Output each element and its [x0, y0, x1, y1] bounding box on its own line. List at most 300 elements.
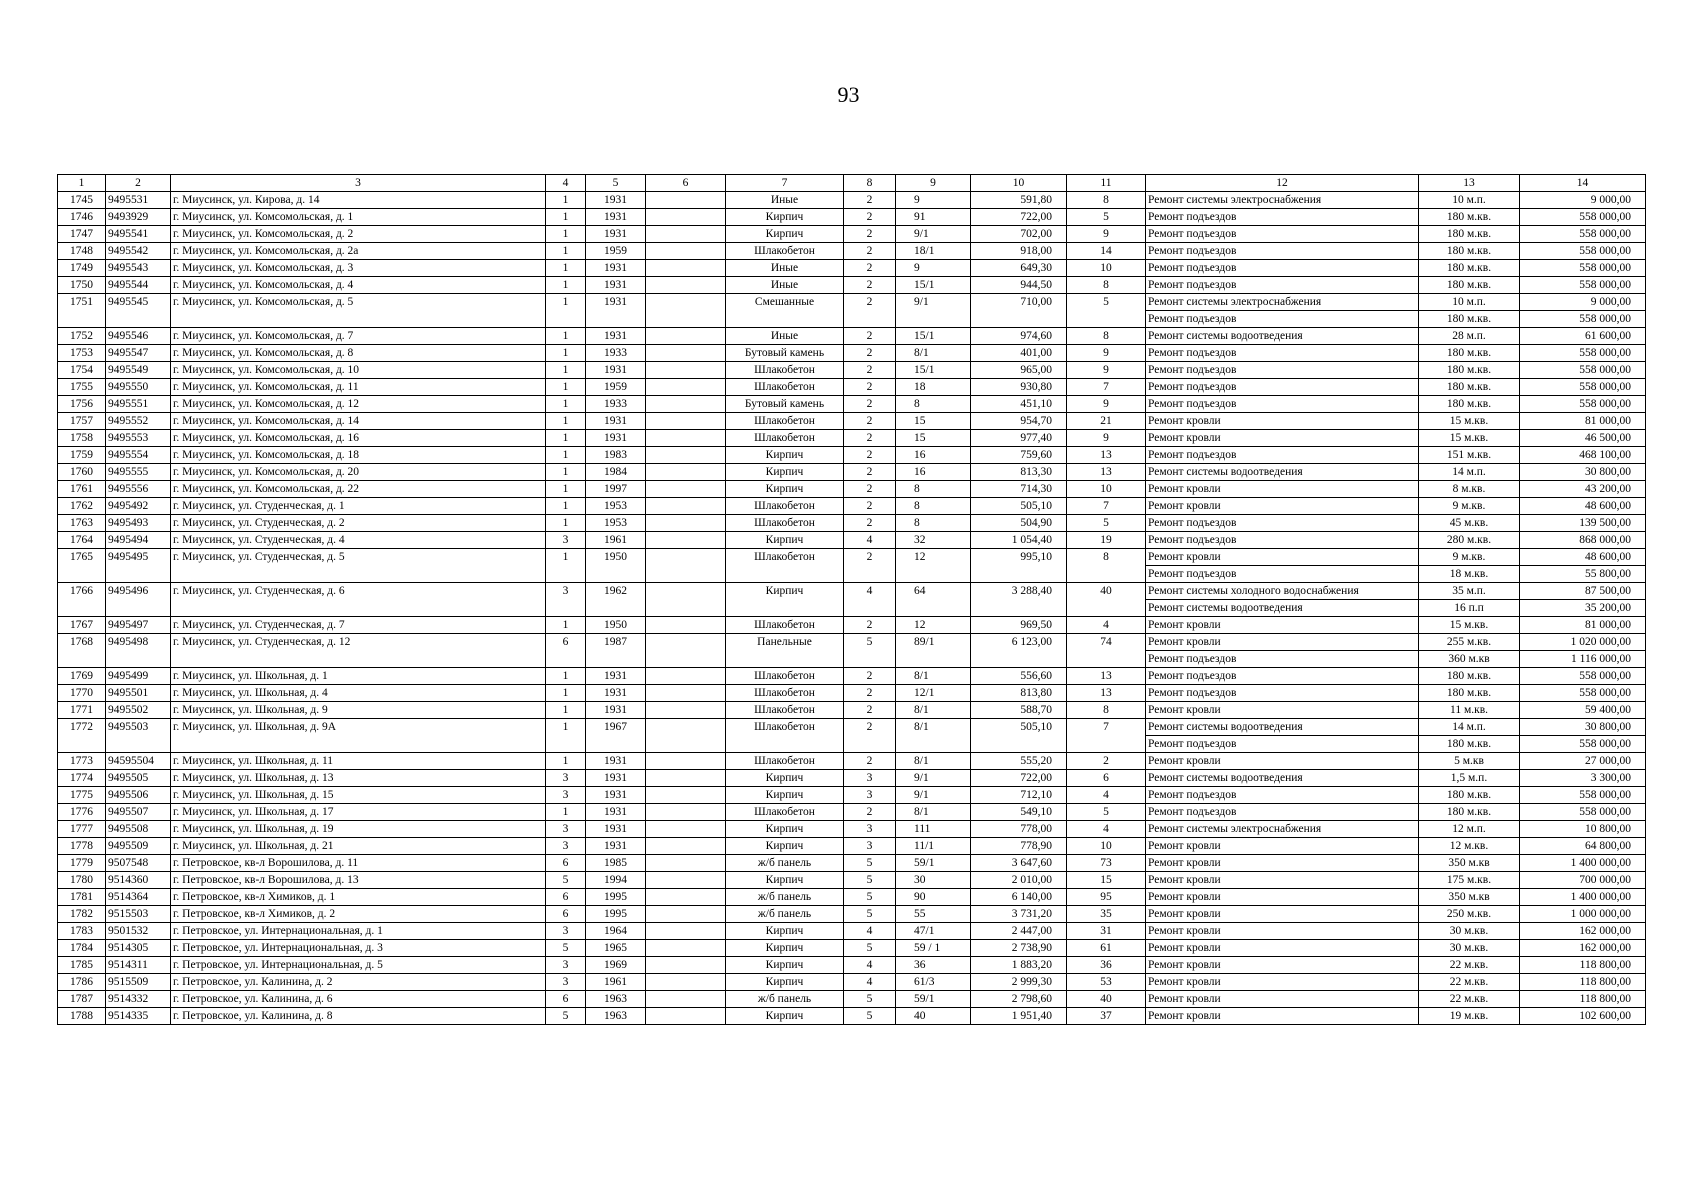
- area-cell: 722,00: [971, 770, 1067, 787]
- floors-cell: [844, 736, 896, 753]
- col4-cell: 1: [546, 430, 586, 447]
- floors-cell: 2: [844, 617, 896, 634]
- quantity-cell: 15 м.кв.: [1419, 617, 1520, 634]
- area-cell: [971, 651, 1067, 668]
- col11-cell: 61: [1067, 940, 1146, 957]
- floors-cell: 2: [844, 668, 896, 685]
- table-row: [58, 243, 1646, 260]
- table-row: [58, 787, 1646, 804]
- building-code-cell: 9495492: [106, 498, 171, 515]
- works-cell: Ремонт подъездов: [1146, 736, 1419, 753]
- year-cell: 1962: [586, 583, 646, 600]
- floors-cell: 2: [844, 328, 896, 345]
- works-cell: Ремонт кровли: [1146, 481, 1419, 498]
- cost-cell: 558 000,00: [1520, 379, 1646, 396]
- floors-cell: 2: [844, 226, 896, 243]
- cost-cell: 64 800,00: [1520, 838, 1646, 855]
- row-number-cell: 1746: [58, 209, 106, 226]
- quantity-cell: 180 м.кв.: [1419, 345, 1520, 362]
- quantity-cell: 22 м.кв.: [1419, 991, 1520, 1008]
- cost-cell: 27 000,00: [1520, 753, 1646, 770]
- col9-cell: 15/1: [896, 362, 971, 379]
- works-cell: Ремонт кровли: [1146, 974, 1419, 991]
- wall-material-cell: [726, 736, 844, 753]
- works-cell: Ремонт подъездов: [1146, 668, 1419, 685]
- cost-cell: 10 800,00: [1520, 821, 1646, 838]
- table-row: [58, 991, 1646, 1008]
- quantity-cell: 180 м.кв.: [1419, 226, 1520, 243]
- year-cell: 1931: [586, 277, 646, 294]
- table-body: [58, 192, 1646, 1025]
- table-row: [58, 345, 1646, 362]
- area-cell: 505,10: [971, 498, 1067, 515]
- cost-cell: 1 400 000,00: [1520, 889, 1646, 906]
- table-row: [58, 379, 1646, 396]
- col4-cell: 1: [546, 753, 586, 770]
- building-code-cell: 9495497: [106, 617, 171, 634]
- floors-cell: 4: [844, 583, 896, 600]
- wall-material-cell: Шлакобетон: [726, 362, 844, 379]
- wall-material-cell: ж/б панель: [726, 889, 844, 906]
- area-cell: 954,70: [971, 413, 1067, 430]
- table-row: [58, 583, 1646, 600]
- building-code-cell: 9495549: [106, 362, 171, 379]
- year-cell: 1985: [586, 855, 646, 872]
- row-number-cell: 1775: [58, 787, 106, 804]
- quantity-cell: 180 м.кв.: [1419, 243, 1520, 260]
- col4-cell: 1: [546, 447, 586, 464]
- address-cell: г. Миусинск, ул. Студенческая, д. 4: [171, 532, 546, 549]
- quantity-cell: 45 м.кв.: [1419, 515, 1520, 532]
- floors-cell: 2: [844, 345, 896, 362]
- column-header: 2: [106, 175, 171, 192]
- area-cell: 2 798,60: [971, 991, 1067, 1008]
- address-cell: г. Петровское, ул. Интернациональная, д. 3: [171, 940, 546, 957]
- table-row: [58, 617, 1646, 634]
- cost-cell: 558 000,00: [1520, 345, 1646, 362]
- table-row: [58, 957, 1646, 974]
- building-code-cell: 9495531: [106, 192, 171, 209]
- table-row: [58, 226, 1646, 243]
- building-code-cell: 9495551: [106, 396, 171, 413]
- cost-cell: 59 400,00: [1520, 702, 1646, 719]
- area-cell: 3 647,60: [971, 855, 1067, 872]
- col6-cell: [646, 1008, 726, 1025]
- col4-cell: [546, 651, 586, 668]
- col11-cell: 7: [1067, 379, 1146, 396]
- year-cell: [586, 566, 646, 583]
- works-cell: Ремонт кровли: [1146, 889, 1419, 906]
- col9-cell: 11/1: [896, 838, 971, 855]
- address-cell: г. Петровское, ул. Интернациональная, д. 5: [171, 957, 546, 974]
- works-cell: Ремонт системы водоотведения: [1146, 719, 1419, 736]
- cost-cell: 162 000,00: [1520, 940, 1646, 957]
- area-cell: 759,60: [971, 447, 1067, 464]
- cost-cell: 9 000,00: [1520, 192, 1646, 209]
- col6-cell: [646, 923, 726, 940]
- address-cell: г. Миусинск, ул. Студенческая, д. 1: [171, 498, 546, 515]
- row-number-cell: 1770: [58, 685, 106, 702]
- col6-cell: [646, 515, 726, 532]
- quantity-cell: 180 м.кв.: [1419, 209, 1520, 226]
- quantity-cell: 28 м.п.: [1419, 328, 1520, 345]
- wall-material-cell: Кирпич: [726, 940, 844, 957]
- table-row: [58, 889, 1646, 906]
- floors-cell: 2: [844, 515, 896, 532]
- col6-cell: [646, 600, 726, 617]
- col9-cell: [896, 311, 971, 328]
- works-cell: Ремонт подъездов: [1146, 685, 1419, 702]
- building-code-cell: 9514364: [106, 889, 171, 906]
- col11-cell: 19: [1067, 532, 1146, 549]
- col4-cell: 1: [546, 804, 586, 821]
- cost-cell: 1 116 000,00: [1520, 651, 1646, 668]
- year-cell: 1931: [586, 838, 646, 855]
- col6-cell: [646, 243, 726, 260]
- cost-cell: 162 000,00: [1520, 923, 1646, 940]
- column-header: 10: [971, 175, 1067, 192]
- col4-cell: 1: [546, 243, 586, 260]
- row-number-cell: 1785: [58, 957, 106, 974]
- area-cell: [971, 566, 1067, 583]
- row-number-cell: 1783: [58, 923, 106, 940]
- col11-cell: 13: [1067, 464, 1146, 481]
- year-cell: 1965: [586, 940, 646, 957]
- building-code-cell: 9495496: [106, 583, 171, 600]
- row-number-cell: 1766: [58, 583, 106, 600]
- wall-material-cell: Шлакобетон: [726, 515, 844, 532]
- row-number-cell: 1760: [58, 464, 106, 481]
- col4-cell: 3: [546, 821, 586, 838]
- cost-cell: 9 000,00: [1520, 294, 1646, 311]
- floors-cell: 4: [844, 974, 896, 991]
- wall-material-cell: Иные: [726, 260, 844, 277]
- table-row: [58, 923, 1646, 940]
- col6-cell: [646, 753, 726, 770]
- col4-cell: 1: [546, 328, 586, 345]
- wall-material-cell: Панельные: [726, 634, 844, 651]
- col4-cell: [546, 311, 586, 328]
- year-cell: 1933: [586, 396, 646, 413]
- quantity-cell: 180 м.кв.: [1419, 668, 1520, 685]
- works-cell: Ремонт кровли: [1146, 430, 1419, 447]
- works-cell: Ремонт кровли: [1146, 413, 1419, 430]
- quantity-cell: 12 м.кв.: [1419, 838, 1520, 855]
- col6-cell: [646, 277, 726, 294]
- area-cell: 965,00: [971, 362, 1067, 379]
- address-cell: г. Миусинск, ул. Школьная, д. 17: [171, 804, 546, 821]
- col11-cell: 36: [1067, 957, 1146, 974]
- table-row: [58, 838, 1646, 855]
- works-cell: Ремонт системы электроснабжения: [1146, 192, 1419, 209]
- col11-cell: 9: [1067, 345, 1146, 362]
- col4-cell: 1: [546, 294, 586, 311]
- column-header: 12: [1146, 175, 1419, 192]
- address-cell: г. Миусинск, ул. Комсомольская, д. 16: [171, 430, 546, 447]
- col6-cell: [646, 532, 726, 549]
- year-cell: [586, 736, 646, 753]
- works-cell: Ремонт подъездов: [1146, 804, 1419, 821]
- wall-material-cell: Кирпич: [726, 209, 844, 226]
- address-cell: г. Миусинск, ул. Студенческая, д. 2: [171, 515, 546, 532]
- col4-cell: 1: [546, 226, 586, 243]
- col6-cell: [646, 464, 726, 481]
- area-cell: 710,00: [971, 294, 1067, 311]
- wall-material-cell: ж/б панель: [726, 855, 844, 872]
- building-code-cell: 9514335: [106, 1008, 171, 1025]
- col11-cell: 9: [1067, 226, 1146, 243]
- col4-cell: 3: [546, 957, 586, 974]
- year-cell: 1950: [586, 549, 646, 566]
- wall-material-cell: Шлакобетон: [726, 702, 844, 719]
- year-cell: 1959: [586, 243, 646, 260]
- quantity-cell: 350 м.кв: [1419, 889, 1520, 906]
- year-cell: 1931: [586, 413, 646, 430]
- year-cell: 1961: [586, 532, 646, 549]
- row-number-cell: 1761: [58, 481, 106, 498]
- quantity-cell: 180 м.кв.: [1419, 736, 1520, 753]
- col6-cell: [646, 821, 726, 838]
- address-cell: г. Миусинск, ул. Комсомольская, д. 1: [171, 209, 546, 226]
- row-number-cell: 1757: [58, 413, 106, 430]
- column-header: 14: [1520, 175, 1646, 192]
- table-row: [58, 328, 1646, 345]
- address-cell: г. Миусинск, ул. Комсомольская, д. 11: [171, 379, 546, 396]
- year-cell: 1959: [586, 379, 646, 396]
- col11-cell: [1067, 736, 1146, 753]
- table-row: [58, 668, 1646, 685]
- col9-cell: 15: [896, 413, 971, 430]
- wall-material-cell: Кирпич: [726, 1008, 844, 1025]
- area-cell: 3 731,20: [971, 906, 1067, 923]
- wall-material-cell: ж/б панель: [726, 906, 844, 923]
- works-cell: Ремонт кровли: [1146, 906, 1419, 923]
- floors-cell: 2: [844, 464, 896, 481]
- table-row: [58, 821, 1646, 838]
- area-cell: 3 288,40: [971, 583, 1067, 600]
- col6-cell: [646, 719, 726, 736]
- col11-cell: [1067, 651, 1146, 668]
- col9-cell: 8: [896, 498, 971, 515]
- row-number-cell: [58, 311, 106, 328]
- year-cell: 1931: [586, 787, 646, 804]
- floors-cell: 2: [844, 719, 896, 736]
- col11-cell: 10: [1067, 260, 1146, 277]
- wall-material-cell: Кирпич: [726, 974, 844, 991]
- cost-cell: 558 000,00: [1520, 787, 1646, 804]
- works-cell: Ремонт подъездов: [1146, 532, 1419, 549]
- floors-cell: 2: [844, 294, 896, 311]
- floors-cell: 2: [844, 753, 896, 770]
- col6-cell: [646, 481, 726, 498]
- area-cell: 995,10: [971, 549, 1067, 566]
- cost-cell: 558 000,00: [1520, 243, 1646, 260]
- col9-cell: 8/1: [896, 345, 971, 362]
- col9-cell: 16: [896, 464, 971, 481]
- table-subrow: [58, 600, 1646, 617]
- row-number-cell: 1771: [58, 702, 106, 719]
- row-number-cell: 1768: [58, 634, 106, 651]
- address-cell: г. Миусинск, ул. Комсомольская, д. 2а: [171, 243, 546, 260]
- floors-cell: 2: [844, 396, 896, 413]
- quantity-cell: 151 м.кв.: [1419, 447, 1520, 464]
- cost-cell: 558 000,00: [1520, 311, 1646, 328]
- col11-cell: 10: [1067, 838, 1146, 855]
- quantity-cell: 22 м.кв.: [1419, 974, 1520, 991]
- year-cell: 1987: [586, 634, 646, 651]
- table-row: [58, 498, 1646, 515]
- quantity-cell: 16 п.п: [1419, 600, 1520, 617]
- cost-cell: 118 800,00: [1520, 957, 1646, 974]
- year-cell: 1963: [586, 991, 646, 1008]
- floors-cell: 3: [844, 770, 896, 787]
- works-cell: Ремонт системы холодного водоснабжения: [1146, 583, 1419, 600]
- year-cell: [586, 311, 646, 328]
- works-cell: Ремонт подъездов: [1146, 209, 1419, 226]
- building-code-cell: [106, 736, 171, 753]
- col9-cell: 12/1: [896, 685, 971, 702]
- address-cell: г. Миусинск, ул. Студенческая, д. 6: [171, 583, 546, 600]
- year-cell: 1967: [586, 719, 646, 736]
- wall-material-cell: Шлакобетон: [726, 719, 844, 736]
- row-number-cell: [58, 600, 106, 617]
- row-number-cell: 1769: [58, 668, 106, 685]
- table-row: [58, 702, 1646, 719]
- address-cell: г. Миусинск, ул. Комсомольская, д. 12: [171, 396, 546, 413]
- address-cell: г. Миусинск, ул. Комсомольская, д. 10: [171, 362, 546, 379]
- area-cell: 813,80: [971, 685, 1067, 702]
- address-cell: г. Миусинск, ул. Студенческая, д. 7: [171, 617, 546, 634]
- area-cell: [971, 736, 1067, 753]
- wall-material-cell: Шлакобетон: [726, 379, 844, 396]
- quantity-cell: 180 м.кв.: [1419, 787, 1520, 804]
- cost-cell: 30 800,00: [1520, 719, 1646, 736]
- year-cell: 1997: [586, 481, 646, 498]
- col9-cell: 59 / 1: [896, 940, 971, 957]
- col6-cell: [646, 498, 726, 515]
- floors-cell: 5: [844, 889, 896, 906]
- wall-material-cell: Кирпич: [726, 481, 844, 498]
- floors-cell: 3: [844, 787, 896, 804]
- col6-cell: [646, 447, 726, 464]
- floors-cell: 3: [844, 821, 896, 838]
- col4-cell: 6: [546, 991, 586, 1008]
- col4-cell: [546, 600, 586, 617]
- floors-cell: 2: [844, 379, 896, 396]
- address-cell: г. Миусинск, ул. Комсомольская, д. 8: [171, 345, 546, 362]
- row-number-cell: 1778: [58, 838, 106, 855]
- row-number-cell: 1759: [58, 447, 106, 464]
- col9-cell: 59/1: [896, 991, 971, 1008]
- col9-cell: [896, 600, 971, 617]
- col4-cell: 6: [546, 855, 586, 872]
- col11-cell: 5: [1067, 515, 1146, 532]
- col6-cell: [646, 668, 726, 685]
- quantity-cell: 15 м.кв.: [1419, 430, 1520, 447]
- col4-cell: 1: [546, 345, 586, 362]
- row-number-cell: 1748: [58, 243, 106, 260]
- col6-cell: [646, 345, 726, 362]
- table-row: [58, 481, 1646, 498]
- area-cell: 1 883,20: [971, 957, 1067, 974]
- year-cell: 1995: [586, 889, 646, 906]
- works-cell: Ремонт системы водоотведения: [1146, 328, 1419, 345]
- building-code-cell: 9495506: [106, 787, 171, 804]
- col4-cell: 1: [546, 260, 586, 277]
- year-cell: 1931: [586, 430, 646, 447]
- col9-cell: 8/1: [896, 804, 971, 821]
- column-header: 1: [58, 175, 106, 192]
- cost-cell: 61 600,00: [1520, 328, 1646, 345]
- quantity-cell: 30 м.кв.: [1419, 923, 1520, 940]
- wall-material-cell: Шлакобетон: [726, 413, 844, 430]
- row-number-cell: 1777: [58, 821, 106, 838]
- year-cell: 1963: [586, 1008, 646, 1025]
- address-cell: г. Миусинск, ул. Комсомольская, д. 22: [171, 481, 546, 498]
- cost-cell: 558 000,00: [1520, 362, 1646, 379]
- works-cell: Ремонт подъездов: [1146, 515, 1419, 532]
- area-cell: 505,10: [971, 719, 1067, 736]
- table-row: [58, 634, 1646, 651]
- quantity-cell: 180 м.кв.: [1419, 311, 1520, 328]
- col9-cell: 89/1: [896, 634, 971, 651]
- works-cell: Ремонт системы электроснабжения: [1146, 821, 1419, 838]
- address-cell: г. Петровское, кв-л Ворошилова, д. 11: [171, 855, 546, 872]
- building-code-cell: 9495498: [106, 634, 171, 651]
- col4-cell: 1: [546, 209, 586, 226]
- column-header: 4: [546, 175, 586, 192]
- row-number-cell: 1772: [58, 719, 106, 736]
- floors-cell: 2: [844, 209, 896, 226]
- col4-cell: 3: [546, 770, 586, 787]
- col11-cell: 95: [1067, 889, 1146, 906]
- building-code-cell: 9495545: [106, 294, 171, 311]
- building-code-cell: 9495554: [106, 447, 171, 464]
- col4-cell: 1: [546, 413, 586, 430]
- col4-cell: 6: [546, 906, 586, 923]
- table-row: [58, 209, 1646, 226]
- address-cell: г. Миусинск, ул. Школьная, д. 4: [171, 685, 546, 702]
- year-cell: 1964: [586, 923, 646, 940]
- floors-cell: 2: [844, 498, 896, 515]
- col11-cell: 8: [1067, 549, 1146, 566]
- floors-cell: 2: [844, 413, 896, 430]
- works-cell: Ремонт системы водоотведения: [1146, 600, 1419, 617]
- col11-cell: [1067, 600, 1146, 617]
- col6-cell: [646, 855, 726, 872]
- row-number-cell: 1764: [58, 532, 106, 549]
- col4-cell: 3: [546, 532, 586, 549]
- column-header: 7: [726, 175, 844, 192]
- cost-cell: 35 200,00: [1520, 600, 1646, 617]
- cost-cell: 55 800,00: [1520, 566, 1646, 583]
- table-row: [58, 855, 1646, 872]
- col11-cell: [1067, 566, 1146, 583]
- col11-cell: 35: [1067, 906, 1146, 923]
- col6-cell: [646, 957, 726, 974]
- col9-cell: 90: [896, 889, 971, 906]
- works-cell: Ремонт подъездов: [1146, 566, 1419, 583]
- area-cell: 556,60: [971, 668, 1067, 685]
- wall-material-cell: Иные: [726, 192, 844, 209]
- area-cell: 1 054,40: [971, 532, 1067, 549]
- table-subrow: [58, 651, 1646, 668]
- cost-cell: 81 000,00: [1520, 617, 1646, 634]
- table-subrow: [58, 736, 1646, 753]
- year-cell: 1983: [586, 447, 646, 464]
- floors-cell: 5: [844, 634, 896, 651]
- table-row: [58, 413, 1646, 430]
